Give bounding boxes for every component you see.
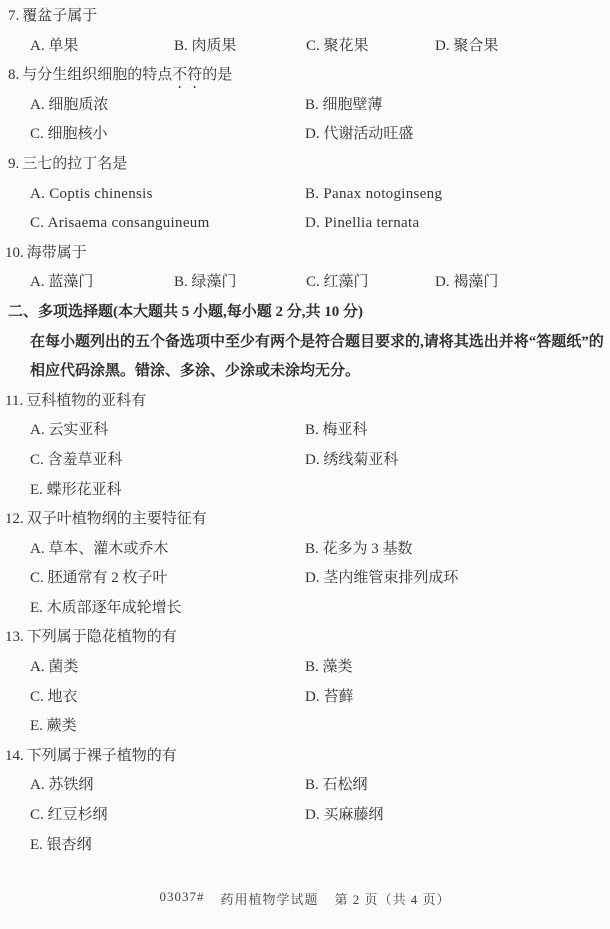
question-text: 三七的拉丁名是 bbox=[22, 155, 128, 172]
question-number: 10. bbox=[5, 244, 24, 261]
option-c: C. 含羞草亚科 bbox=[30, 451, 123, 468]
question-12-options-row2 bbox=[0, 570, 610, 600]
option-b: B. 肉质果 bbox=[174, 37, 237, 54]
option-e: E. 银杏纲 bbox=[30, 836, 92, 853]
question-number: 8. bbox=[8, 67, 20, 84]
option-a: A. 草本、灌木或乔木 bbox=[30, 540, 169, 557]
option-c: C. 红藻门 bbox=[306, 274, 369, 291]
question-text: 海带属于 bbox=[26, 244, 87, 261]
option-d: D. 代谢活动旺盛 bbox=[305, 126, 414, 143]
option-b: B. 绿藻门 bbox=[174, 274, 237, 291]
page-footer bbox=[0, 889, 610, 908]
option-b: B. 石松纲 bbox=[305, 777, 368, 794]
option-a: A. 蓝藻门 bbox=[30, 274, 94, 291]
question-number: 7. bbox=[8, 8, 20, 24]
option-c: C. 聚花果 bbox=[306, 37, 369, 54]
question-11-options-row2 bbox=[0, 452, 610, 482]
question-number: 11. bbox=[5, 392, 24, 409]
question-13-option-e bbox=[0, 718, 610, 748]
question-12-option-e bbox=[0, 600, 610, 630]
option-e: E. 蕨类 bbox=[30, 718, 77, 735]
option-c: C. 细胞核小 bbox=[30, 126, 108, 143]
option-b: B. 梅亚科 bbox=[305, 422, 368, 439]
question-9-options-row1 bbox=[0, 186, 610, 216]
exam-code: 03037# bbox=[159, 889, 205, 904]
page-number: 第 2 页（共 4 页） bbox=[334, 892, 451, 907]
question-text: 豆科植物的亚科有 bbox=[26, 392, 147, 409]
option-a: A. 单果 bbox=[30, 37, 79, 54]
question-text: 双子叶植物纲的主要特征有 bbox=[26, 511, 207, 528]
question-11-options-row1 bbox=[0, 422, 610, 452]
question-text: 的是 bbox=[202, 67, 233, 84]
option-d: D. 茎内维管束排列成环 bbox=[305, 570, 459, 587]
option-c: C. 胚通常有 2 枚子叶 bbox=[30, 570, 168, 587]
question-number: 12. bbox=[5, 511, 24, 528]
option-e: E. 木质部逐年成轮增长 bbox=[30, 599, 182, 616]
question-8-options-row2 bbox=[0, 126, 610, 156]
question-8-options-row1 bbox=[0, 97, 610, 127]
option-a: A. Coptis chinensis bbox=[30, 185, 153, 202]
option-d: D. 褐藻门 bbox=[435, 274, 499, 291]
option-d: D. 聚合果 bbox=[435, 37, 499, 54]
option-d: D. 苔藓 bbox=[305, 688, 354, 705]
question-10-stem bbox=[0, 245, 610, 275]
option-a: A. 细胞质浓 bbox=[30, 96, 109, 113]
option-b: B. 细胞壁薄 bbox=[305, 96, 383, 113]
option-b: B. 花多为 3 基数 bbox=[305, 540, 413, 557]
question-14-stem bbox=[0, 748, 610, 778]
question-text: 下列属于隐花植物的有 bbox=[26, 629, 177, 646]
question-11-option-e bbox=[0, 482, 610, 512]
option-d: D. Pinellia ternata bbox=[305, 215, 420, 232]
question-text: 与分生组织细胞的特点 bbox=[22, 67, 173, 84]
exam-title: 药用植物学试题 bbox=[220, 892, 319, 907]
question-14-options-row1 bbox=[0, 777, 610, 807]
question-13-stem bbox=[0, 629, 610, 659]
question-12-options-row1 bbox=[0, 541, 610, 571]
question-14-option-e bbox=[0, 837, 610, 867]
question-8-stem bbox=[0, 67, 610, 97]
question-13-options-row1 bbox=[0, 659, 610, 689]
option-a: A. 云实亚科 bbox=[30, 422, 109, 439]
option-c: C. Arisaema consanguineum bbox=[30, 215, 210, 232]
question-10-options bbox=[0, 274, 610, 304]
question-number: 13. bbox=[5, 629, 24, 646]
emphasized-text: 不符 bbox=[172, 67, 203, 84]
question-14-options-row2 bbox=[0, 807, 610, 837]
question-9-options-row2 bbox=[0, 215, 610, 245]
question-7-stem bbox=[0, 8, 610, 38]
option-d: D. 绣线菊亚科 bbox=[305, 451, 399, 468]
question-number: 14. bbox=[5, 747, 24, 764]
option-b: B. 藻类 bbox=[305, 659, 353, 676]
section-2-instructions-line2: 相应代码涂黑。错涂、多涂、少涂或未涂均无分。 bbox=[30, 363, 361, 380]
option-b: B. Panax notoginseng bbox=[305, 185, 443, 202]
option-c: C. 红豆杉纲 bbox=[30, 807, 108, 824]
question-12-stem bbox=[0, 511, 610, 541]
question-7-options bbox=[0, 38, 610, 68]
section-2-instructions-line1: 在每小题列出的五个备选项中至少有两个是符合题目要求的,请将其选出并将“答题纸”的 bbox=[30, 333, 604, 350]
question-9-stem bbox=[0, 156, 610, 186]
option-a: A. 菌类 bbox=[30, 659, 79, 676]
question-text: 下列属于裸子植物的有 bbox=[26, 747, 177, 764]
question-11-stem bbox=[0, 393, 610, 423]
option-c: C. 地衣 bbox=[30, 688, 78, 705]
question-number: 9. bbox=[8, 155, 20, 172]
section-2-heading: 二、多项选择题(本大题共 5 小题,每小题 2 分,共 10 分) bbox=[8, 303, 363, 320]
option-d: D. 买麻藤纲 bbox=[305, 807, 384, 824]
option-a: A. 苏铁纲 bbox=[30, 777, 94, 794]
option-e: E. 蝶形花亚科 bbox=[30, 481, 122, 498]
question-text: 覆盆子属于 bbox=[22, 8, 98, 24]
question-13-options-row2 bbox=[0, 689, 610, 719]
